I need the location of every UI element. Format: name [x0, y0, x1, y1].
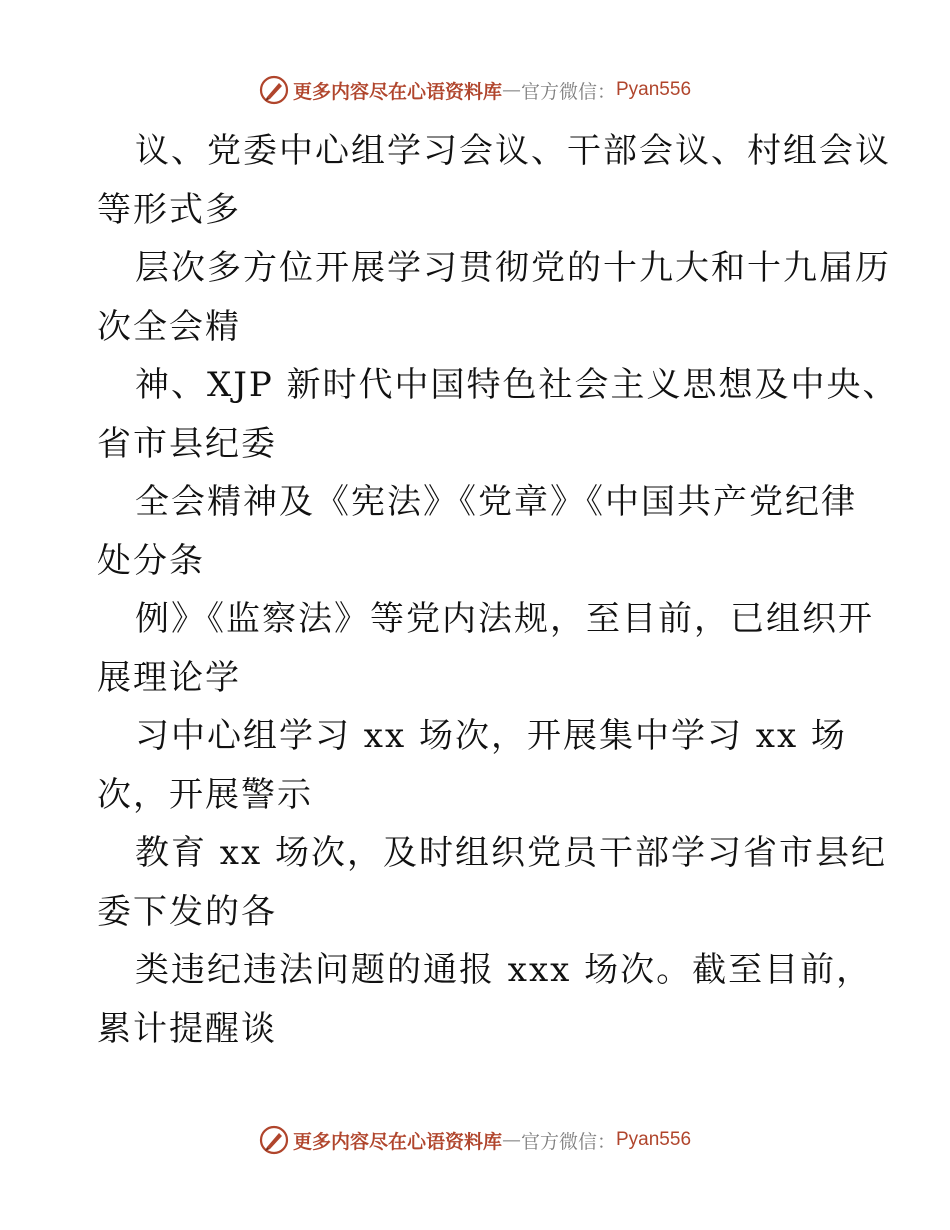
brand-text: 更多内容尽在心语资料库	[292, 80, 502, 103]
wechat-id: Pyan556	[616, 1129, 692, 1150]
text-line: 处分条	[97, 540, 205, 581]
quill-pen-logo-icon	[259, 75, 289, 105]
text-line: 习中心组学习 xx 场次，开展集中学习 xx 场	[135, 716, 847, 756]
text-line: 委下发的各	[97, 891, 277, 932]
text-line: 神、XJP 新时代中国特色社会主义思想及中央、	[135, 365, 899, 405]
wechat-label: 官方微信：	[520, 1130, 616, 1153]
text-line: 次，开展警示	[97, 774, 313, 815]
text-line: 累计提醒谈	[97, 1008, 277, 1049]
text-line: 例》《监察法》等党内法规，至目前，已组织开	[135, 599, 874, 639]
text-line: 次全会精	[97, 306, 241, 347]
brand-text: 更多内容尽在心语资料库	[292, 1130, 502, 1153]
text-line: 省市县纪委	[97, 423, 277, 464]
header-watermark-banner	[0, 70, 950, 110]
text-line: 层次多方位开展学习贯彻党的十九大和十九届历	[135, 248, 891, 288]
quill-pen-logo-icon	[259, 1125, 289, 1155]
banner-separator: —	[501, 1129, 521, 1151]
text-line: 展理论学	[97, 657, 241, 698]
footer-watermark-banner	[0, 1120, 950, 1160]
text-line: 全会精神及《宪法》《党章》《中国共产党纪律	[135, 482, 857, 522]
text-line: 等形式多	[97, 189, 241, 230]
wechat-label: 官方微信：	[520, 80, 616, 103]
text-line: 类违纪违法问题的通报 xxx 场次。截至目前，	[135, 950, 873, 990]
document-body	[97, 122, 899, 1058]
wechat-id: Pyan556	[616, 79, 692, 100]
text-line: 教育 xx 场次，及时组织党员干部学习省市县纪	[135, 833, 887, 873]
banner-separator: —	[501, 79, 521, 101]
text-line: 议、党委中心组学习会议、干部会议、村组会议	[135, 131, 891, 171]
